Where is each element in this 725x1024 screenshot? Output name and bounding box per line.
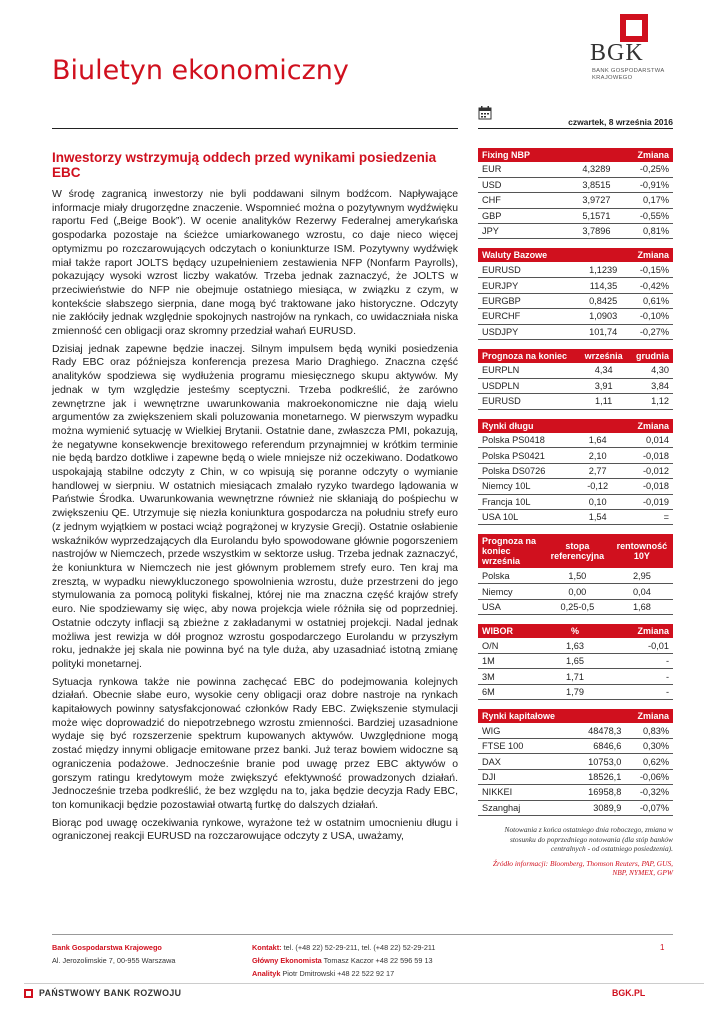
data-sources: Źródło informacji: Bloomberg, Thomson Reuters, PAP, GUS, NBP, NYMEX, GPW — [492, 858, 673, 877]
table-header: Fixing NBP — [478, 148, 561, 162]
article-paragraph: W środę zagranicą inwestorzy nie byli poddawani silnym bodźcom. Napływające informacje miały drugorzędne znaczenie. Wspomnieć można o pozytywnym wydźwięku raportu Fed („Beige Book”). W ocenie analityków Rezerwy Federalnej amerykańska gospodarka pozostaje na ścieżce umiarkowanego wzrostu, co daje nieco więcej optymizmu po rozczarowujących odczytach o koniunkturze ISM. Pozytywny wydźwięk miał także raport JOLTS będący uzupełnieniem zestawienia NFP (Nonfarm Payrolls), pokazujący wysoki wzrost liczby wakatów. Trzeba jednak zaznaczyć, że JOLTS w przeciwieństwie do NFP nie obejmuje ostatniego miesiąca, w związku z czym, w kontekście słabszego sierpnia, dane mogą być traktowane jako historyczne. Odczyty nie zakłóciły jednak względnie spokojnych nastrojów na rynkach, co uwidaczniała niska zmienność cen obligacji oraz skromny przedział wahań EURUSD. — [52, 189, 458, 338]
cell: EURJPY — [478, 278, 574, 293]
cell: 0,10 — [578, 494, 618, 509]
footer-address: Al. Jerozolimskie 7, 00-955 Warszawa — [52, 956, 176, 965]
cell: Polska DS0726 — [478, 463, 578, 478]
table-row — [478, 785, 673, 800]
cell: 0,17% — [614, 193, 673, 208]
cell: 1,50 — [544, 568, 611, 583]
cell: 3M — [478, 669, 551, 684]
table-row — [478, 584, 673, 599]
cell: 10753,0 — [576, 754, 626, 769]
table-header: Waluty Bazowe — [478, 248, 574, 262]
table-row — [478, 309, 673, 324]
table-header — [561, 148, 614, 162]
cell: 5,1571 — [561, 208, 614, 223]
calendar-icon — [478, 106, 492, 120]
cell: 0,30% — [625, 739, 673, 754]
cell: 1,63 — [551, 638, 599, 653]
cell: -0,01 — [599, 638, 673, 653]
cell: USDJPY — [478, 324, 574, 339]
cell: 4,3289 — [561, 162, 614, 177]
cell: 4,34 — [579, 363, 629, 378]
capital-markets-table — [478, 709, 673, 816]
cell: 1,65 — [551, 653, 599, 668]
cell: 1,12 — [629, 394, 673, 409]
cell: 1,11 — [579, 394, 629, 409]
table-header: Rynki długu — [478, 419, 578, 433]
cell: Polska — [478, 568, 544, 583]
table-row — [478, 293, 673, 308]
cell: = — [618, 510, 673, 525]
cell: -0,06% — [625, 769, 673, 784]
cell: 1,1239 — [574, 262, 621, 277]
footer-chief-economist: Główny Ekonomista Tomasz Kaczor +48 22 596 59 13 — [252, 956, 433, 965]
cell: 6846,6 — [576, 739, 626, 754]
bgk-logo — [580, 14, 690, 84]
cell: -0,32% — [625, 785, 673, 800]
cell: Niemcy — [478, 584, 544, 599]
table-row — [478, 224, 673, 239]
table-header: Zmiana — [599, 624, 673, 638]
table-row — [478, 394, 673, 409]
cell: 3,9727 — [561, 193, 614, 208]
table-row — [478, 739, 673, 754]
table-row — [478, 684, 673, 699]
table-row — [478, 568, 673, 583]
cell: JPY — [478, 224, 561, 239]
forecast-fx-table — [478, 349, 673, 410]
cell: O/N — [478, 638, 551, 653]
cell: FTSE 100 — [478, 739, 576, 754]
pbr-brand: PAŃSTWOWY BANK ROZWOJU — [24, 988, 181, 998]
cell: Polska PS0421 — [478, 448, 578, 463]
table-row — [478, 208, 673, 223]
cell: GBP — [478, 208, 561, 223]
cell: 101,74 — [574, 324, 621, 339]
cell: -0,12 — [578, 479, 618, 494]
cell: 0,04 — [611, 584, 673, 599]
table-header: % — [551, 624, 599, 638]
table-row — [478, 363, 673, 378]
cell: 2,77 — [578, 463, 618, 478]
table-header: Zmiana — [614, 148, 673, 162]
website-link[interactable]: BGK.PL — [612, 988, 646, 998]
cell: 3089,9 — [576, 800, 626, 815]
debt-markets-table — [478, 419, 673, 526]
cell: EURUSD — [478, 394, 579, 409]
cell: 6M — [478, 684, 551, 699]
header-divider — [52, 128, 458, 129]
cell: 1,64 — [578, 433, 618, 448]
cell: -0,07% — [625, 800, 673, 815]
table-row — [478, 653, 673, 668]
logo-name: BGK — [590, 40, 644, 66]
cell: 0,014 — [618, 433, 673, 448]
cell: EUR — [478, 162, 561, 177]
logo-square-icon — [620, 14, 648, 42]
table-row — [478, 448, 673, 463]
table-row — [478, 479, 673, 494]
table-row — [478, 800, 673, 815]
table-row — [478, 638, 673, 653]
table-row — [478, 278, 673, 293]
bottom-divider — [24, 983, 704, 984]
date-divider — [478, 128, 673, 129]
cell: DAX — [478, 754, 576, 769]
cell: -0,55% — [614, 208, 673, 223]
cell: 1,68 — [611, 599, 673, 614]
cell: -0,91% — [614, 177, 673, 192]
page-title: Biuletyn ekonomiczny — [52, 55, 349, 86]
table-row — [478, 723, 673, 738]
table-header: stopa referencyjna — [544, 534, 611, 568]
table-header — [578, 419, 618, 433]
wibor-table — [478, 624, 673, 700]
table-row — [478, 754, 673, 769]
cell: 2,10 — [578, 448, 618, 463]
cell: Francja 10L — [478, 494, 578, 509]
table-row — [478, 162, 673, 177]
cell: EURCHF — [478, 309, 574, 324]
table-row — [478, 463, 673, 478]
table-row — [478, 262, 673, 277]
cell: - — [599, 653, 673, 668]
article-title: Inwestorzy wstrzymują oddech przed wynikami posiedzenia EBC — [52, 150, 437, 180]
cell: Szanghaj — [478, 800, 576, 815]
cell: DJI — [478, 769, 576, 784]
table-header: Prognoza na koniec — [478, 349, 579, 363]
table-header: Zmiana — [621, 248, 673, 262]
cell: 1M — [478, 653, 551, 668]
cell: 3,8515 — [561, 177, 614, 192]
cell: USA — [478, 599, 544, 614]
table-row — [478, 494, 673, 509]
cell: 0,00 — [544, 584, 611, 599]
table-row — [478, 510, 673, 525]
publication-date: czwartek, 8 września 2016 — [568, 117, 673, 127]
data-note: Notowania z końca ostatniego dnia roboczego, zmiana w stosunku do poprzedniego notowania (dla stóp banków centralnych - od ostatniego posiedzenia). — [504, 825, 673, 853]
cell: 3,84 — [629, 378, 673, 393]
cell: -0,019 — [618, 494, 673, 509]
table-header: Prognoza na koniec września — [478, 534, 544, 568]
cell: 114,35 — [574, 278, 621, 293]
table-row — [478, 669, 673, 684]
cell: 1,54 — [578, 510, 618, 525]
table-header: Zmiana — [625, 709, 673, 723]
cell: 1,0903 — [574, 309, 621, 324]
article — [52, 150, 458, 848]
table-row — [478, 433, 673, 448]
footer-divider — [52, 934, 673, 935]
pbr-square-icon — [24, 989, 33, 998]
cell: 1,71 — [551, 669, 599, 684]
cell: -0,018 — [618, 448, 673, 463]
table-row — [478, 193, 673, 208]
footer-analyst: Analityk Piotr Dmitrowski +48 22 522 92 17 — [252, 969, 395, 978]
cell: 1,79 — [551, 684, 599, 699]
cell: 0,8425 — [574, 293, 621, 308]
footer-bank: Bank Gospodarstwa Krajowego — [52, 943, 162, 952]
cell: Niemcy 10L — [478, 479, 578, 494]
cell: 0,62% — [625, 754, 673, 769]
article-paragraph: Dzisiaj jednak zapewne będzie inaczej. Silnym impulsem będą wyniki posiedzenia Rady EBC oraz późniejsza konferencja prezesa Mario Draghiego. Znaczna część analityków spodziewa się wydłużenia programu miesięcznego skupu aktywów. My jednak w tym względzie jesteśmy sceptyczni. Trzeba podkreślić, że zarówno zewnętrzne jak i wewnętrzne uwarunkowania makroekonomiczne nie dają wielu argumentów za zwiększeniem skali poluzowania monetarnego. W pierwszym wypadku można wymienić sytuację w Wielkiej Brytanii. Ostatnie dane, zwłaszcza PMI, pokazują, że negatywne konsekwencje brexitowego referendum przynajmniej w krótkim terminie nie będą bardzo dotkliwe i zapewne będą o wiele mniejsze niż oczekiwano. Dodatkowo uspokajają stabilne odczyty z Chin, w co wpisują się poranne odczyty o wymianie handlowej w sierpniu. W ostatnich miesiącach zmalało ryzyko twardego lądowania w Państwie Środka. Uwarunkowania wewnętrzne również nie skłaniają do pośpiechu w zwiększeniu QE. Utrzymuje się niezła koniunktura gospodarcza na południu strefy euro (z jednym wyjątkiem w postaci wciąż pogrążonej w kryzysie Grecji). Ostatnie osłabienie wskaźników wyprzedzających dla Eurolandu było spowodowane głównie pogorszeniem nastrojów w Niemczech, przede wszystkim w sektorze usług. Trzeba jednak zaznaczyć, że koniunktura w Niemczech nie jest głównym problemem strefy euro. Ten kraj ma zresztą, w wypadku niewykluczonego spowolnienia wzrostu, duże przestrzeni do jego stymulowania za pomocą polityki fiskalnej, której nie ma znaczna część krajów strefy euro. Nie spodziewamy się więc, aby nowa projekcja wiele różniła się od poprzedniej. Ostatnie odczyty inflacji są zbieżne z zakładanymi w ostatniej projekcji. Nadal jednak możliwa jest rewizja w dół prognoz wzrostu gospodarczego Eurolandu w przyszłym roku, jednakże jej skala nie powinna być na tyle duża, aby uzasadniać istotną zmianę polityki monetarnej. — [52, 343, 458, 670]
cell: Polska PS0418 — [478, 433, 578, 448]
cell: 0,25-0,5 — [544, 599, 611, 614]
cell: EURPLN — [478, 363, 579, 378]
cell: - — [599, 669, 673, 684]
table-row — [478, 177, 673, 192]
cell: EURUSD — [478, 262, 574, 277]
cell: -0,15% — [621, 262, 673, 277]
cell: -0,42% — [621, 278, 673, 293]
cell: 0,83% — [625, 723, 673, 738]
base-currencies-table — [478, 248, 673, 339]
cell: -0,27% — [621, 324, 673, 339]
table-row — [478, 324, 673, 339]
cell: -0,012 — [618, 463, 673, 478]
article-paragraph: Sytuacja rynkowa także nie powinna zachęcać EBC do podejmowania kolejnych działań. Obecnie słabe euro, wysokie ceny obligacji oraz dobre nastroje na rynkach kapitałowych powinny satysfakcjonować członków Rady EBC. Zwiększenie stymulacji może więc doprowadzić do niepotrzebnego wzrostu zmienności. Bardziej uzasadnione wydaje się być rozszerzenie spektrum kupowanych aktywów. Uwzględnione mogą zostać między innymi obligacje emitowane przez banki. Już teraz bowiem widoczne są ograniczenia podażowe. Jednocześnie branie pod uwagę przez EBC aktywów o gorszym ratingu kredytowym może zwiększyć efektywność prowadzonych działań. Jednocześnie trzeba podkreślić, że bez względu na to, jaka będzie decyzja Rady EBC, ton komunikacji będzie pozostawiał otwartą furtkę do dalszych działań. — [52, 676, 458, 811]
cell: - — [599, 684, 673, 699]
page-number: 1 — [660, 943, 665, 952]
table-header: września — [579, 349, 629, 363]
cell: 0,61% — [621, 293, 673, 308]
cell: USD — [478, 177, 561, 192]
cell: -0,25% — [614, 162, 673, 177]
cell: 18526,1 — [576, 769, 626, 784]
logo-subtitle: BANK GOSPODARSTWA KRAJOWEGO — [592, 68, 665, 81]
cell: 16958,8 — [576, 785, 626, 800]
table-header — [576, 709, 626, 723]
cell: 3,91 — [579, 378, 629, 393]
table-header: grudnia — [629, 349, 673, 363]
table-row — [478, 378, 673, 393]
cell: USDPLN — [478, 378, 579, 393]
table-row — [478, 769, 673, 784]
cell: 2,95 — [611, 568, 673, 583]
cell: 48478,3 — [576, 723, 626, 738]
table-header: Zmiana — [618, 419, 673, 433]
article-paragraph: Biorąc pod uwagę oczekiwania rynkowe, wyrażone też w ostatnim umocnieniu długu i ograniczonej reakcji EURUSD na rozczarowujące odczyty z USA, uważamy, — [52, 817, 458, 843]
cell: USA 10L — [478, 510, 578, 525]
cell: -0,10% — [621, 309, 673, 324]
fixing-nbp-table — [478, 148, 673, 239]
footer-contact: Kontakt: tel. (+48 22) 52-29-211, tel. (+48 22) 52-29-211 — [252, 943, 436, 952]
rates-forecast-table — [478, 534, 673, 615]
table-row — [478, 599, 673, 614]
cell: NIKKEI — [478, 785, 576, 800]
cell: WIG — [478, 723, 576, 738]
market-sidebar — [478, 148, 673, 878]
cell: -0,018 — [618, 479, 673, 494]
cell: 0,81% — [614, 224, 673, 239]
cell: CHF — [478, 193, 561, 208]
table-header: Rynki kapitałowe — [478, 709, 576, 723]
cell: 4,30 — [629, 363, 673, 378]
table-header: WIBOR — [478, 624, 551, 638]
cell: 3,7896 — [561, 224, 614, 239]
table-header — [574, 248, 621, 262]
table-header: rentowność 10Y — [611, 534, 673, 568]
cell: EURGBP — [478, 293, 574, 308]
